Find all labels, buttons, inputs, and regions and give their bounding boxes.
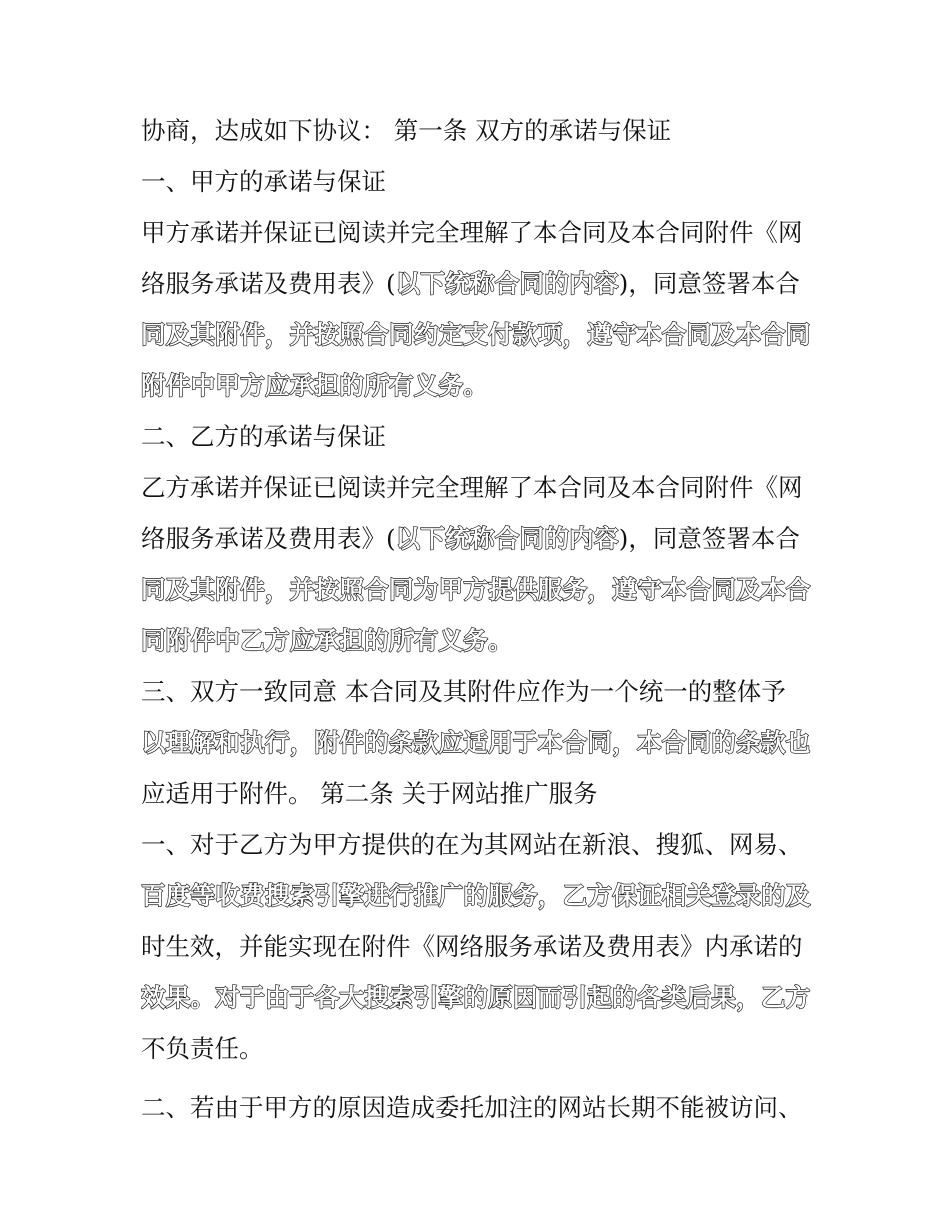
text-line (141, 666, 811, 717)
text-segment: 络服务承诺及费用表》( (141, 524, 396, 553)
text-segment: )，同意签署本合 (618, 269, 800, 298)
text-segment: 甲方承诺并保证已阅读并完全理解了本合同及本合同附件《网 (141, 218, 803, 247)
text-segment: 协商，达成如下协议： 第一条 双方的承诺与保证 (141, 116, 672, 145)
text-segment: 不负责任。 (141, 1034, 264, 1063)
text-line (141, 921, 811, 972)
text-segment: 三、双方一致同意 本合同及其附件应作为一个统一的整体予 (141, 677, 786, 706)
outlined-text-segment: 以理解和执行，附件的条款应适用于本合同，本合同的条款也 (141, 728, 811, 757)
text-line (141, 870, 811, 921)
outlined-text-segment: 以下统称合同的内容 (395, 524, 619, 553)
text-line (141, 717, 811, 768)
text-line (141, 309, 811, 360)
outlined-text-segment: 同及其附件，并按照合同为甲方提供服务，遵守本合同及本合 (141, 575, 811, 604)
text-line (141, 105, 811, 156)
text-line (141, 768, 811, 819)
outlined-text-segment: 附件中甲方应承担的所有义务。 (141, 371, 489, 400)
text-line (141, 207, 811, 258)
text-segment: 时生效，并能实现在附件《网络服务承诺及费用表》内承诺的 (141, 932, 803, 961)
text-line (141, 411, 811, 462)
outlined-text-segment: 百度等收费搜索引擎进行推广的服务，乙方保证相关登录的及 (141, 881, 811, 910)
text-line (141, 258, 811, 309)
outlined-text-segment: 以下统称合同的内容 (395, 269, 619, 298)
text-line (141, 972, 811, 1023)
outlined-text-segment: 效果。对于由于各大搜索引擎的原因而引起的各类后果，乙方 (141, 983, 811, 1012)
text-segment: 一、甲方的承诺与保证 (141, 167, 386, 196)
outlined-text-segment: 同附件中乙方应承担的所有义务。 (141, 626, 513, 655)
outlined-text-segment: 同及其附件，并按照合同约定支付款项，遵守本合同及本合同 (141, 320, 811, 349)
text-line (141, 462, 811, 513)
text-line (141, 360, 811, 411)
text-line (141, 1023, 811, 1074)
text-segment: 一、对于乙方为甲方提供的在为其网站在新浪、搜狐、网易、 (141, 830, 803, 859)
text-line (141, 819, 811, 870)
text-line (141, 513, 811, 564)
text-line (141, 615, 811, 666)
text-line (141, 156, 811, 207)
text-segment: 二、若由于甲方的原因造成委托加注的网站长期不能被访问、 (141, 1093, 803, 1122)
text-segment: 络服务承诺及费用表》( (141, 269, 396, 298)
text-segment: 应适用于附件。 第二条 关于网站推广服务 (141, 779, 598, 808)
text-line (141, 564, 811, 615)
text-segment: 乙方承诺并保证已阅读并完全理解了本合同及本合同附件《网 (141, 473, 803, 502)
text-segment: 二、乙方的承诺与保证 (141, 422, 386, 451)
document-body (141, 105, 811, 1133)
text-line (141, 1082, 811, 1133)
text-segment: )，同意签署本合 (618, 524, 800, 553)
